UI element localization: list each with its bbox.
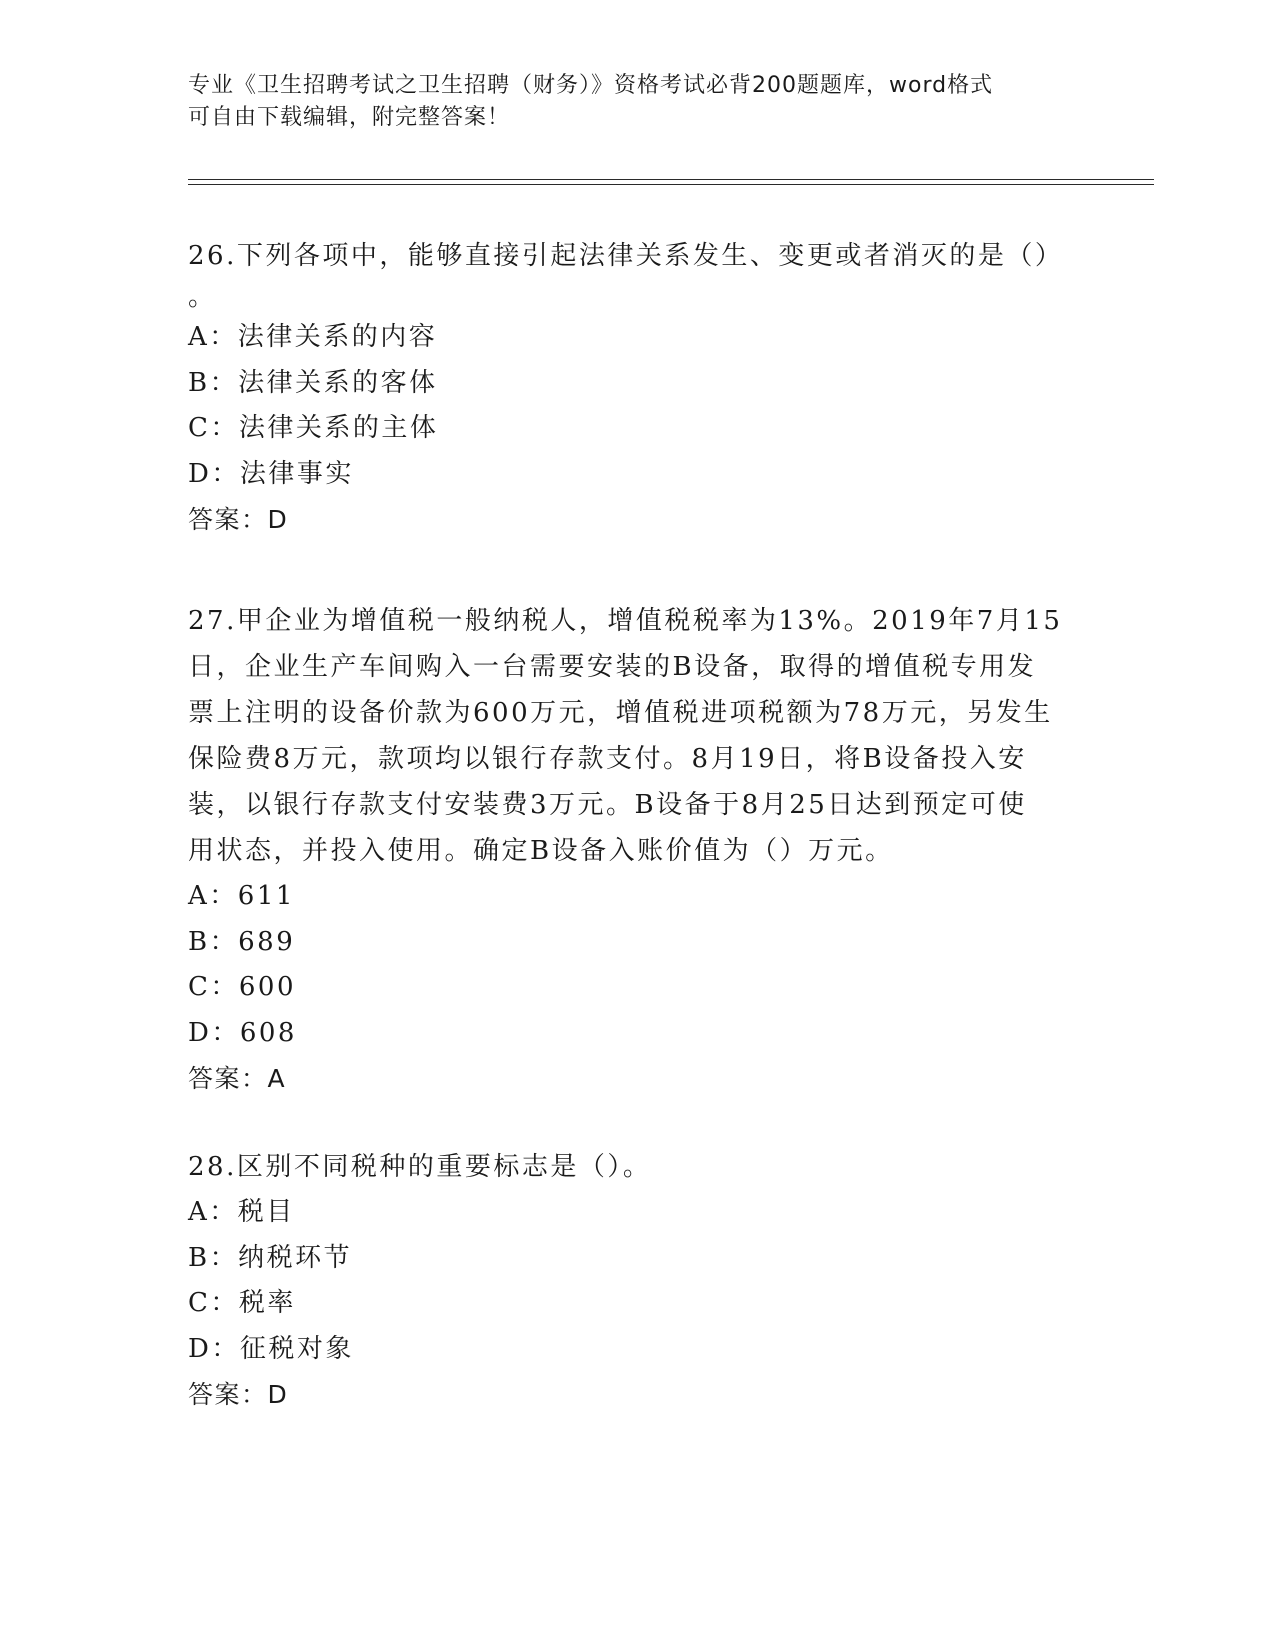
header-title-line-1: 专业《卫生招聘考试之卫生招聘（财务）》资格考试必背200题题库，word格式 bbox=[188, 73, 994, 98]
option-c: C：法律关系的主体 bbox=[188, 413, 439, 443]
option-d: D：征税对象 bbox=[188, 1333, 354, 1364]
question-28 bbox=[188, 1144, 1088, 1418]
header-divider-top bbox=[188, 179, 1154, 180]
question-stem bbox=[188, 598, 1088, 874]
question-stem-line: 26.下列各项中，能够直接引起法律关系发生、变更或者消灭的是（） bbox=[188, 241, 1064, 271]
option-d: D：608 bbox=[188, 1017, 297, 1048]
option-a: A：法律关系的内容 bbox=[188, 322, 438, 352]
option-a: A：税目 bbox=[188, 1197, 295, 1227]
option-b: B：法律关系的客体 bbox=[188, 367, 438, 398]
question-26 bbox=[188, 233, 1088, 543]
question-27 bbox=[188, 598, 1088, 1102]
question-stem-line: 票上注明的设备价款为600万元，增值税进项税额为78万元，另发生 bbox=[188, 698, 1053, 728]
question-stem-line: 用状态，并投入使用。确定B设备入账价值为（）万元。 bbox=[188, 836, 894, 866]
question-stem-line: 保险费8万元，款项均以银行存款支付。8月19日，将B设备投入安 bbox=[188, 744, 1027, 774]
header-divider-bottom bbox=[188, 184, 1154, 185]
option-a: A：611 bbox=[188, 881, 295, 911]
option-d: D：法律事实 bbox=[188, 458, 354, 489]
option-c: C：税率 bbox=[188, 1288, 296, 1318]
answer-label: 答案：A bbox=[188, 1064, 287, 1093]
header-title-line-2: 可自由下载编辑，附完整答案！ bbox=[188, 105, 511, 130]
question-stem-line: 。 bbox=[188, 282, 217, 312]
answer-label: 答案：D bbox=[188, 505, 289, 534]
option-b: B：纳税环节 bbox=[188, 1242, 353, 1273]
answer-label: 答案：D bbox=[188, 1380, 289, 1409]
option-c: C：600 bbox=[188, 972, 297, 1002]
question-stem bbox=[188, 1144, 1088, 1190]
option-b: B：689 bbox=[188, 926, 296, 957]
question-stem-line: 装，以银行存款支付安装费3万元。B设备于8月25日达到预定可使 bbox=[188, 790, 1027, 820]
document-header bbox=[188, 70, 1068, 134]
question-stem-line: 日，企业生产车间购入一台需要安装的B设备，取得的增值税专用发 bbox=[188, 652, 1037, 682]
question-stem-line: 27.甲企业为增值税一般纳税人，增值税税率为13%。2019年7月15 bbox=[188, 606, 1063, 636]
question-stem bbox=[188, 233, 1088, 315]
question-stem-line: 28.区别不同税种的重要标志是（）。 bbox=[188, 1152, 652, 1182]
